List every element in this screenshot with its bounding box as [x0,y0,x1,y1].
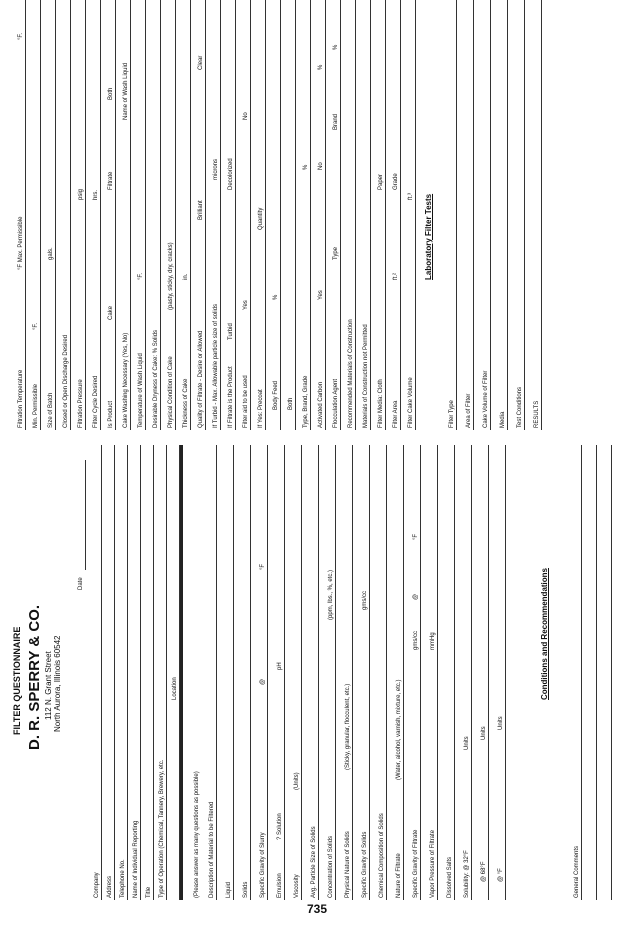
form-row[interactable] [149,0,161,430]
inline-label: (Sticky, granular, flocculent, etc.) [345,683,351,770]
row-label: Cake Volume of Filter [483,370,489,428]
inline-label: Turbid [228,323,234,340]
form-row[interactable] [89,0,101,430]
inline-label: @ [260,678,266,685]
inline-label: gals. [48,247,54,260]
form-row[interactable] [134,0,146,430]
comments-line [600,445,612,900]
row-label: Avg. Particle Size of Solids [311,826,317,898]
inline-label: °F. [18,32,24,40]
form-row[interactable] [104,0,116,430]
row-label: Filter aid to be used [243,375,249,428]
row-label: Media [500,411,506,428]
row-label: Telephone No. [120,859,126,898]
form-row[interactable] [375,445,387,900]
form-row[interactable] [256,445,268,900]
row-label: If Turbid - Max. Allowable particle size of solids [213,303,219,428]
row-label: Type, Brand, Grade [303,375,309,428]
form-row[interactable] [307,445,319,900]
inline-label: % [333,44,339,50]
form-row[interactable] [59,0,71,430]
row-label: Test Conditions [517,386,523,428]
row-label: Title [146,886,152,898]
row-label: Thickness of Cake [183,378,189,428]
inline-label: Brilliant [198,200,204,220]
right-column [10,0,625,430]
form-row[interactable] [103,445,115,900]
inline-label: No [318,162,324,170]
row-label: Specific Gravity of Filtrate [413,829,419,898]
form-row[interactable] [445,0,457,430]
row-label: Area of Filter [466,393,472,428]
conditions-title: Conditions and Recommendations [540,567,549,700]
inline-label: °F. [138,272,144,280]
form-row[interactable] [222,445,234,900]
row-label: Location [172,677,178,700]
row-label: Dissolved Salts [447,856,453,898]
inline-label: microns [213,158,219,180]
inline-label: Clear [198,55,204,70]
inline-label: Yes [243,300,249,310]
inline-label: Grade [393,173,399,190]
date-label: Date [78,577,84,590]
inline-label: Filtrate [108,171,114,190]
row-label: Name of Individual Reporting [133,820,139,898]
row-label: Min. Permissible [33,383,39,428]
form-row[interactable] [224,0,236,430]
row-label: Activated Carbon [318,381,324,428]
inline-label: Cake [108,305,114,320]
inline-label: No [243,112,249,120]
rotated-form [10,0,625,900]
form-title: FILTER QUESTIONNAIRE [12,626,22,735]
row-label: Materials of Construction not Permitted [363,324,369,428]
form-row[interactable] [155,445,167,900]
form-row[interactable] [269,0,281,430]
section-divider [180,445,183,900]
inline-label: ft.² [393,273,399,280]
form-row[interactable] [462,0,474,430]
inline-label: Decolorized [228,158,234,190]
row-label: Quality of Filtrate - Desire or Allowed [198,330,204,428]
form-row[interactable] [443,445,455,900]
form-row[interactable] [496,0,508,430]
row-label: Type of Operation (Chemical, Tannery, Brewery, etc. [159,759,165,898]
form-row[interactable] [299,0,311,430]
row-label: RESULTS [534,400,540,428]
form-row[interactable] [44,0,56,430]
form-row[interactable] [358,445,370,900]
row-label: Closed or Open Discharge Desired [63,334,69,428]
row-label: Filter Media: Cloth [378,379,384,428]
row-label: Specific Gravity of Slurry [260,832,266,898]
row-label: Chemical Composition of Solids [379,813,385,898]
form-row[interactable] [90,445,102,900]
inline-label: Both [108,87,114,100]
row-label: Concentration of Solids [328,835,334,898]
form-row[interactable] [74,0,86,430]
row-label: @ 68°F [481,861,487,882]
row-label: Liquid [226,881,232,898]
form-row[interactable] [290,445,302,900]
form-row[interactable] [179,0,191,430]
inline-label: (Water, alcohol, varnish, mixture, etc.) [396,679,402,780]
row-label: Nature of Filtrate [396,853,402,898]
inline-label: (Units) [294,772,300,790]
form-row[interactable] [273,445,285,900]
row-label: Vapor Pressure of Filtrate [430,830,436,898]
form-row[interactable] [479,0,491,430]
lab-tests-title: Laboratory Filter Tests [424,193,433,280]
inline-label: Units [498,716,504,730]
row-label: Flocculation Agent [333,378,339,428]
inline-label: °F. [33,322,39,330]
form-row[interactable] [254,0,266,430]
form-row[interactable] [374,0,386,430]
form-row[interactable] [239,445,251,900]
row-label: Filtration Pressure [78,379,84,428]
row-label: Filter Cycle Desired [93,375,99,428]
inline-label: psig [78,188,84,200]
form-row[interactable] [194,0,206,430]
inline-label: Type [333,246,339,260]
form-row[interactable] [359,0,371,430]
inline-label: (ppm, lbs., %, etc.) [328,569,334,620]
form-row[interactable] [494,445,506,900]
form-row[interactable] [460,445,472,900]
form-row[interactable] [329,0,341,430]
row-label: Both [288,397,294,410]
city-address: North Aurora, Illinois 60542 [53,635,62,732]
row-label: Physical Nature of Solids [345,831,351,898]
page-number: 735 [306,902,328,916]
row-label: Physical Condition of Cake [168,356,174,428]
form-row[interactable] [341,445,353,900]
form-row[interactable] [119,0,131,430]
inline-label: % [318,64,324,70]
form-row[interactable] [513,0,525,430]
form-row[interactable] [344,0,356,430]
row-label: Cake Washing Necessary (Yes, No) [123,332,129,428]
form-row[interactable] [392,445,404,900]
comments-line [585,445,597,900]
form-row[interactable] [389,0,401,430]
row-label: Solubility: @ 32°F [464,850,470,898]
street-address: 112 N. Grant Street [44,651,53,720]
date-line [85,460,86,570]
form-row[interactable] [14,0,26,430]
form-row[interactable] [164,0,176,430]
row-label: If Filtrate is the Product [228,366,234,428]
row-label: Viscosity [294,874,300,898]
form-row[interactable] [29,0,41,430]
inline-label: hrs. [93,189,99,200]
inline-label: mmHg [430,632,436,650]
row-label: Filtration Temperature [18,369,24,428]
row-label: Solids [243,881,249,898]
company-heading: D. R. SPERRY & CO. [26,604,43,750]
inline-label: Brand [333,113,339,130]
row-label: Size of Batch [48,392,54,428]
inline-label: ft.³ [408,193,414,200]
form-row[interactable] [284,0,296,430]
inline-label: Units [481,726,487,740]
row-label: Filter Area [393,400,399,428]
inline-label: pH [277,662,283,670]
form-row[interactable] [209,0,221,430]
inline-label: °F [260,563,266,570]
form-row[interactable] [116,445,128,900]
row-label: Description of Material to be Filtered [209,801,215,898]
row-label: Body Feed [273,380,279,410]
form-row[interactable] [129,445,141,900]
inline-label: @ [413,593,419,600]
row-label: Temperature of Wash Liquid [138,353,144,428]
row-label: Company [94,872,100,898]
form-row[interactable] [142,445,154,900]
form-row[interactable] [205,445,217,900]
form-row[interactable] [404,0,416,430]
inline-label: in. [183,273,189,280]
row-label: @ °F [498,868,504,882]
row-label: Recommended Materials of Construction [348,319,354,428]
inline-label: % [303,164,309,170]
inline-label: % [273,294,279,300]
inline-label: Name of Wash Liquid [123,62,129,120]
row-label: Specific Gravity of Solids [362,831,368,898]
row-label: If Yes: Precoat [258,389,264,428]
general-comments-row: General Comments [570,445,582,900]
left-column [10,445,625,900]
form-row[interactable] [409,445,421,900]
form-row[interactable] [168,445,180,900]
row-label: Address [107,875,113,898]
inline-label: gms/cc [413,630,419,650]
instruction-row: (Please answer as many questions as possible) [194,771,200,898]
row-label: Filter Type [449,400,455,428]
row-label: Desirable Dryness of Cake: % Solids [153,329,159,428]
inline-label: gms/cc [362,590,368,610]
row-label: Filter Cake Volume [408,377,414,428]
inline-label: Yes [318,290,324,300]
form-row[interactable] [239,0,251,430]
inline-label: (pasty, sticky, dry, cracks) [168,242,174,310]
form-row[interactable] [477,445,489,900]
row-label: Is Product [108,400,114,428]
inline-label: ? Solution [277,813,283,840]
inline-label: °F Max. Permissible [18,216,24,270]
form-row[interactable] [324,445,336,900]
inline-label: °F [413,533,419,540]
inline-label: Paper [378,173,384,190]
row-label: Emulsion [277,873,283,898]
form-row[interactable] [314,0,326,430]
form-row[interactable] [426,445,438,900]
form-row[interactable] [530,0,542,430]
inline-label: Quantity [258,207,264,230]
inline-label: Units [464,736,470,750]
